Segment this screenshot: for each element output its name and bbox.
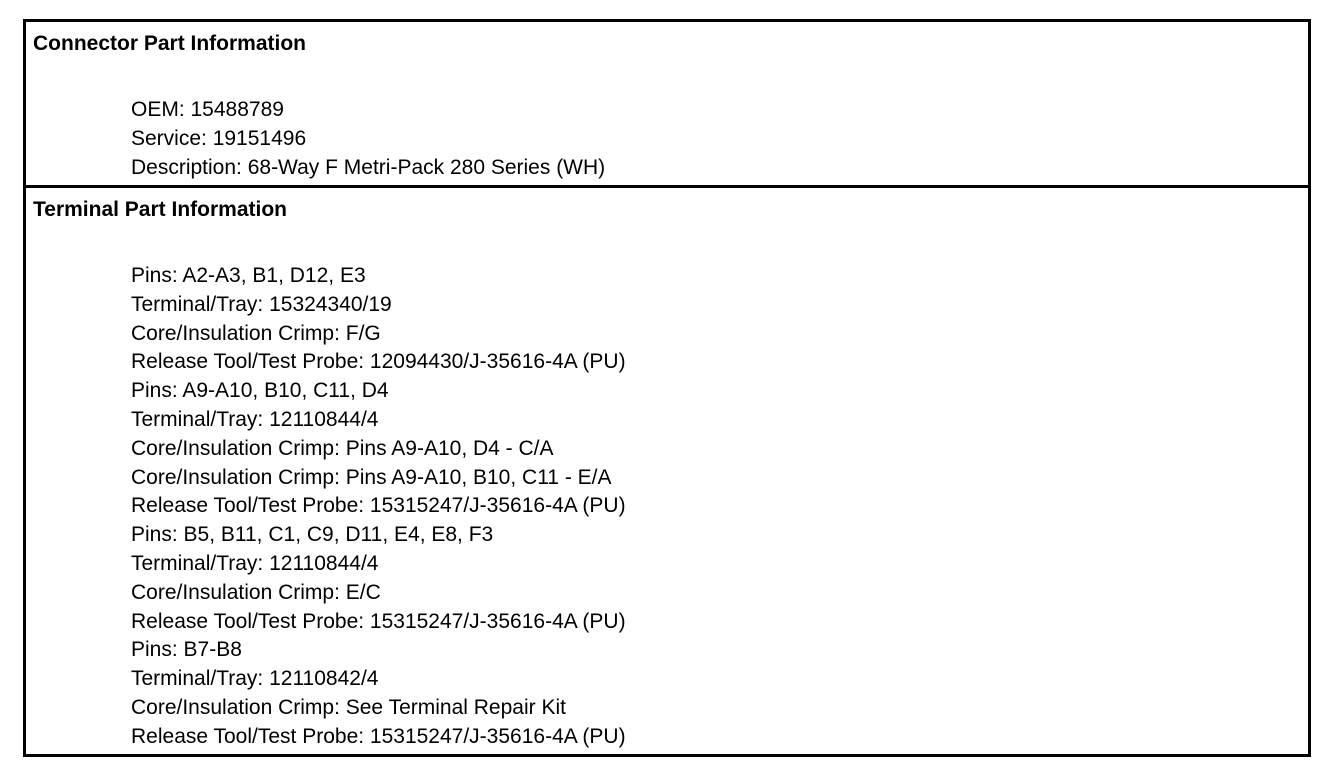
crimp-line: Core/Insulation Crimp: Pins A9-A10, D4 - C/A [131,436,554,460]
connector-part-section [26,22,1308,188]
connector-info-table [23,19,1311,757]
service-line: Service: 19151496 [131,126,307,150]
terminal-tray-line: Terminal/Tray: 12110844/4 [131,551,379,575]
pins-line: Pins: B5, B11, C1, C9, D11, E4, E8, F3 [131,523,494,547]
release-tool-line: Release Tool/Test Probe: 15315247/J-35616-4A (PU) [131,609,626,633]
release-tool-line: Release Tool/Test Probe: 15315247/J-35616-4A (PU) [131,494,626,518]
oem-line: OEM: 15488789 [131,98,284,121]
terminal-tray-line: Terminal/Tray: 12110844/4 [131,407,379,431]
terminal-part-title: Terminal Part Information [33,198,287,221]
release-tool-line: Release Tool/Test Probe: 15315247/J-35616-4A (PU) [131,724,626,748]
release-tool-line: Release Tool/Test Probe: 12094430/J-35616-4A (PU) [131,350,626,374]
terminal-part-section [26,188,1308,754]
terminal-tray-line: Terminal/Tray: 12110842/4 [131,667,379,691]
pins-line: Pins: A9-A10, B10, C11, D4 [131,379,389,403]
crimp-line: Core/Insulation Crimp: E/C [131,580,381,604]
crimp-line: Core/Insulation Crimp: F/G [131,321,381,345]
crimp-line: Core/Insulation Crimp: See Terminal Repair Kit [131,695,566,719]
connector-part-title: Connector Part Information [33,32,307,55]
pins-line: Pins: B7-B8 [131,638,242,662]
crimp-line: Core/Insulation Crimp: Pins A9-A10, B10, C11 - E/A [131,465,612,489]
connector-part-lines [131,96,605,182]
pins-line: Pins: A2-A3, B1, D12, E3 [131,264,366,287]
terminal-part-lines [131,262,626,752]
terminal-tray-line: Terminal/Tray: 15324340/19 [131,292,392,316]
description-line: Description: 68-Way F Metri-Pack 280 Series (WH) [131,155,606,179]
